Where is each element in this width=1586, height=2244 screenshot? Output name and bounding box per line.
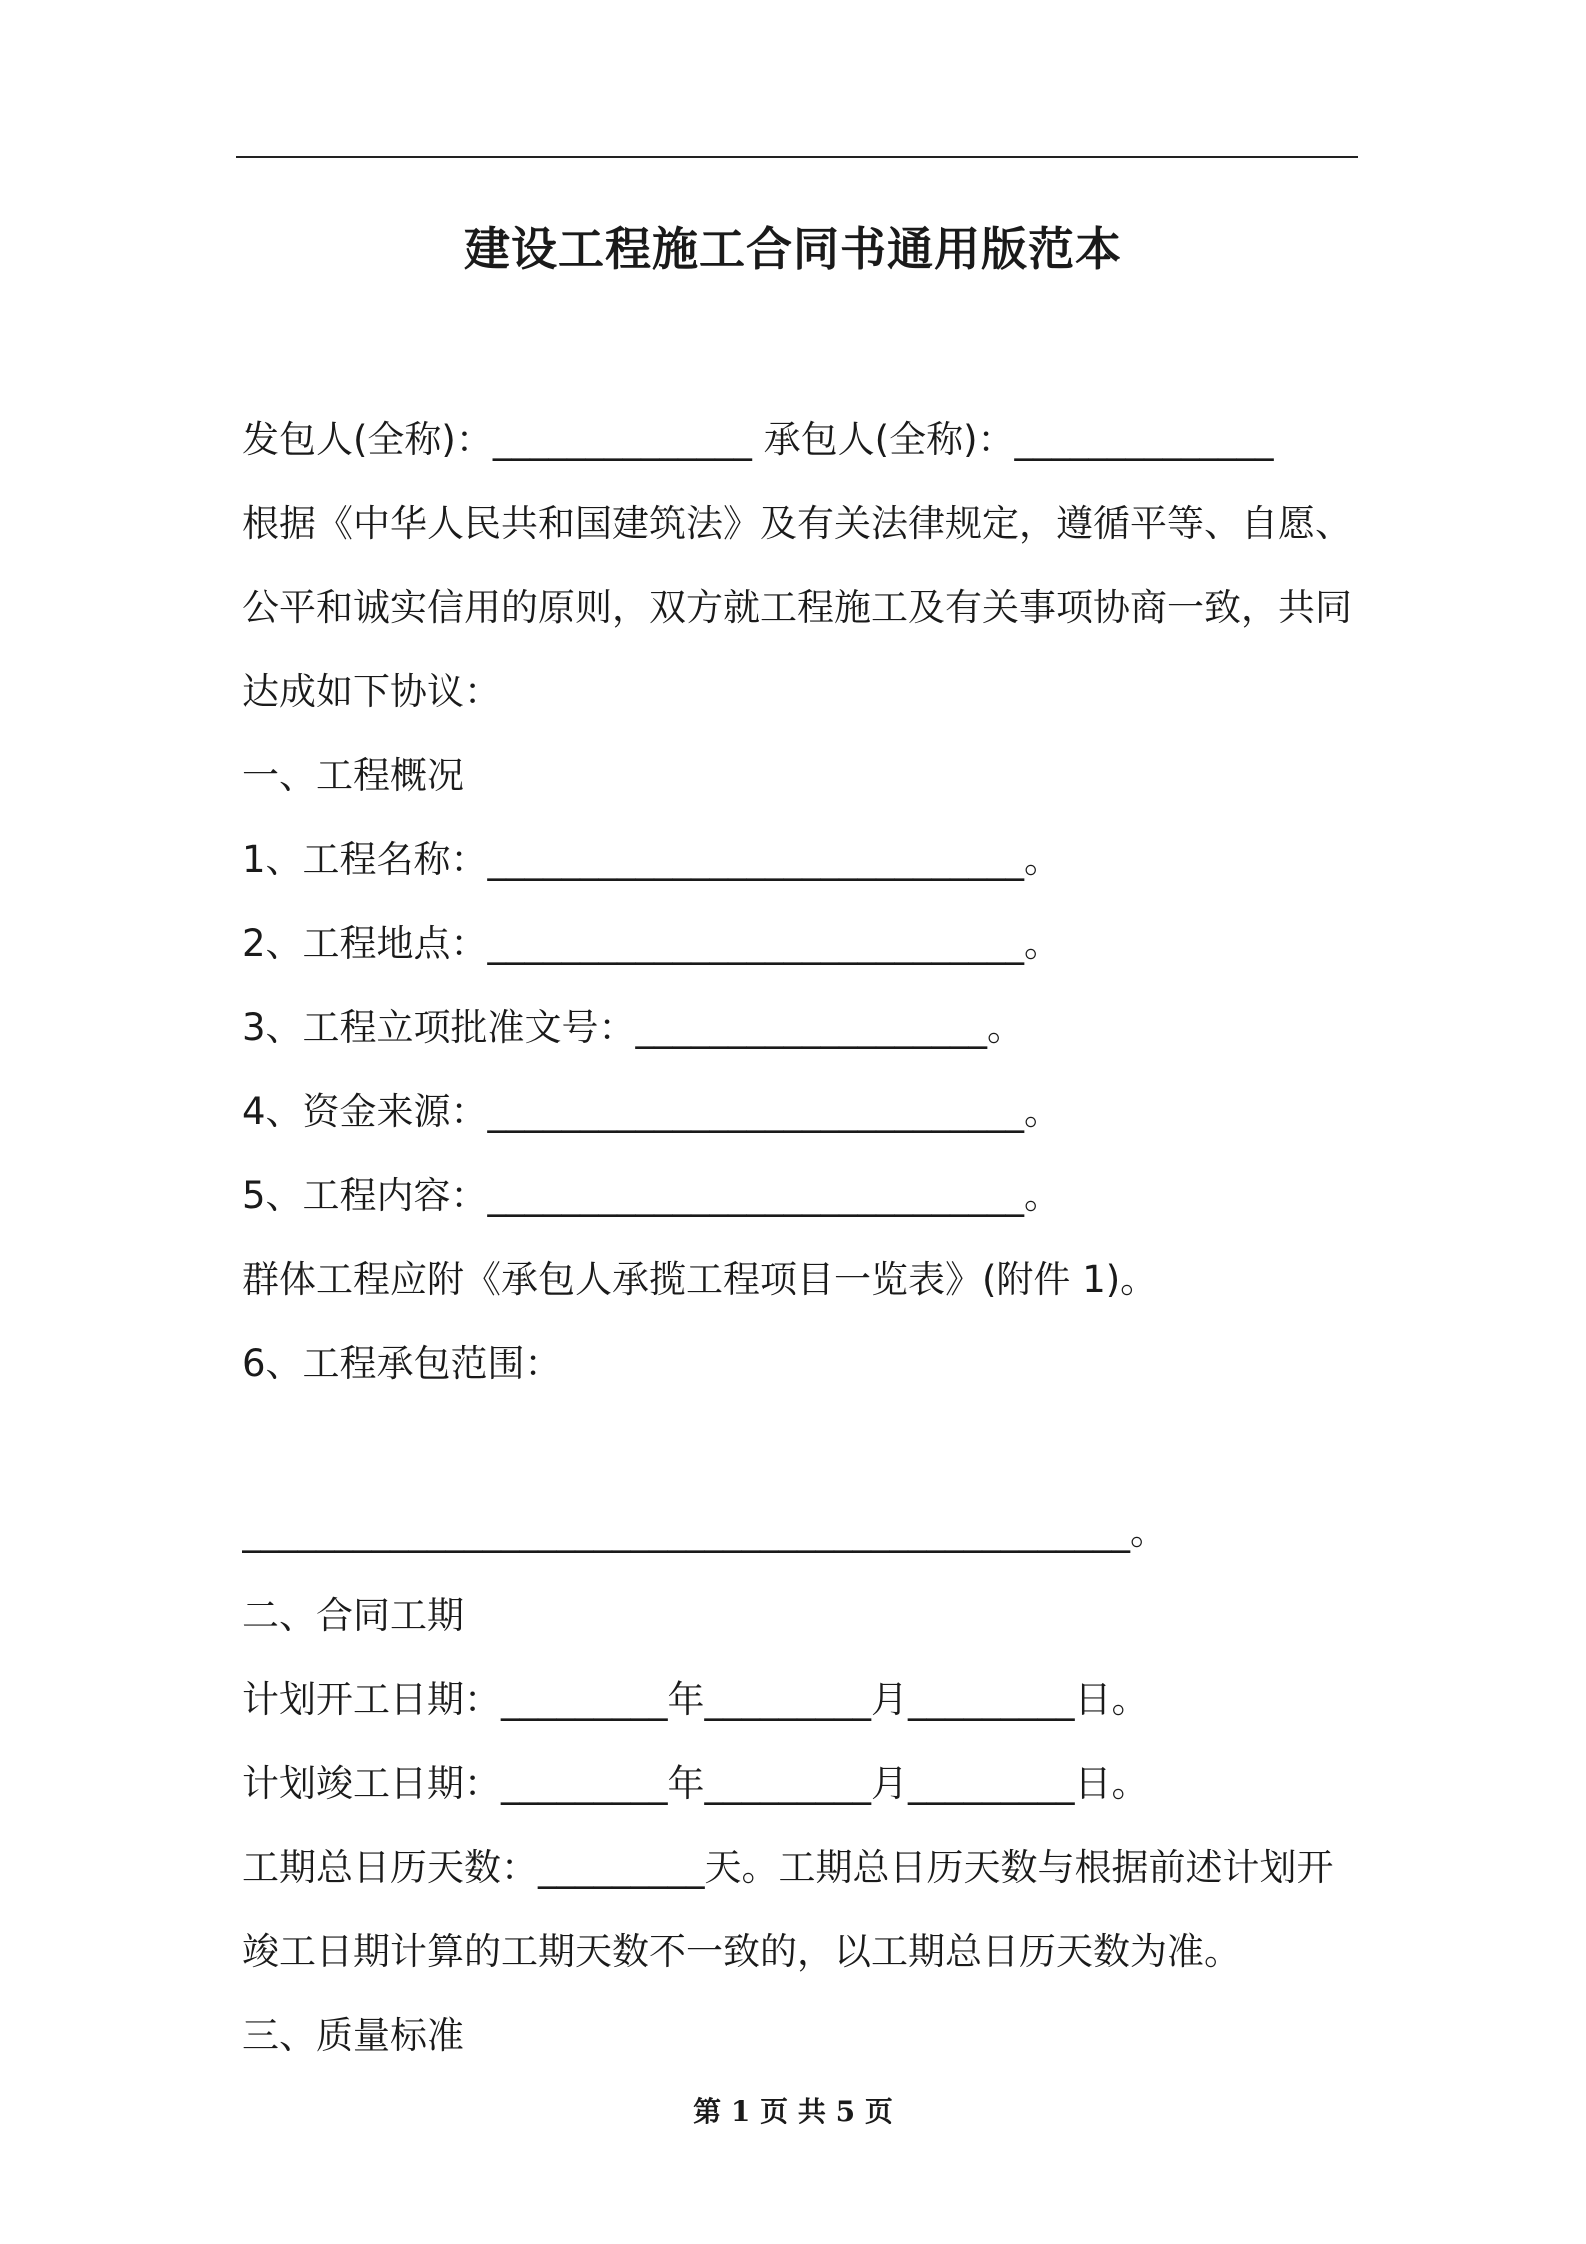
scope-blank-text: ________________________________________________。 bbox=[242, 1510, 1167, 1553]
preamble-line-3: 达成如下协议： bbox=[242, 670, 501, 713]
preamble-line-2: 公平和诚实信用的原则，双方就工程施工及有关事项协商一致，共同 bbox=[242, 586, 1352, 629]
total-days-line-2: 竣工日期计算的工期天数不一致的，以工期总日历天数为准。 bbox=[242, 1930, 1241, 1973]
scope-blank-line bbox=[242, 1406, 1362, 1574]
planned-start-date-line: 计划开工日期：_________年_________月_________日。 bbox=[242, 1678, 1149, 1721]
planned-completion-date-line: 计划竣工日期：_________年_________月_________日。 bbox=[242, 1762, 1149, 1805]
section-heading-overview: 一、工程概况 bbox=[242, 754, 464, 797]
parties-line: 发包人(全称)：______________ 承包人(全称)：______________ bbox=[242, 418, 1274, 461]
project-content-line: 5、工程内容：_____________________________。 bbox=[242, 1174, 1062, 1217]
approval-number-line: 3、工程立项批准文号：___________________。 bbox=[242, 1006, 1025, 1049]
total-days-line-1: 工期总日历天数：_________天。工期总日历天数与根据前述计划开 bbox=[242, 1846, 1334, 1889]
header-rule bbox=[236, 156, 1358, 158]
scope-label-line: 6、工程承包范围： bbox=[242, 1342, 562, 1385]
project-name-line: 1、工程名称：_____________________________。 bbox=[242, 838, 1062, 881]
preamble-line-1: 根据《中华人民共和国建筑法》及有关法律规定，遵循平等、自愿、 bbox=[242, 502, 1352, 545]
section-heading-quality: 三、质量标准 bbox=[242, 2014, 464, 2057]
attachment-note-line: 群体工程应附《承包人承揽工程项目一览表》(附件 1)。 bbox=[242, 1258, 1158, 1301]
funding-source-line: 4、资金来源：_____________________________。 bbox=[242, 1090, 1062, 1133]
document-body bbox=[242, 398, 1362, 2078]
section-heading-duration: 二、合同工期 bbox=[242, 1594, 464, 1637]
project-location-line: 2、工程地点：_____________________________。 bbox=[242, 922, 1062, 965]
document-title: 建设工程施工合同书通用版范本 bbox=[464, 222, 1122, 276]
page-number-footer: 第 1 页 共 5 页 bbox=[693, 2095, 893, 2128]
